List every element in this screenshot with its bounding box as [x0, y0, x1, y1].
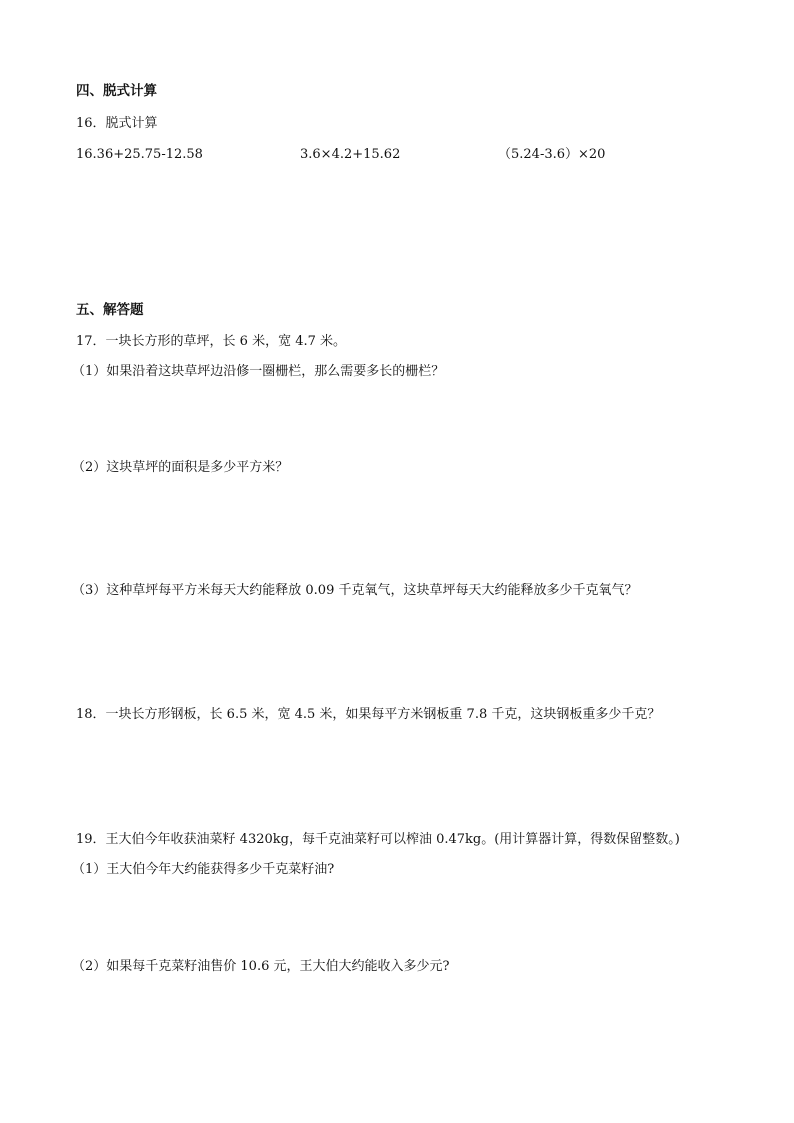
question-16-expression-3: （5.24-3.6）×20 [498, 147, 606, 162]
question-18-stem: 18．一块长方形钢板，长 6.5 米，宽 4.5 米，如果每平方米钢板重 7.8 千克，这块钢板重多少千克？ [76, 707, 661, 722]
question-17-stem: 17．一块长方形的草坪，长 6 米，宽 4.7 米。 [76, 334, 347, 349]
question-17-part-1: （1）如果沿着这块草坪边沿修一圈栅栏，那么需要多长的栅栏？ [72, 364, 445, 379]
question-16-title: 16．脱式计算 [76, 116, 158, 131]
question-16-expression-1: 16.36+25.75-12.58 [76, 147, 203, 162]
question-19-stem: 19．王大伯今年收获油菜籽 4320kg，每千克油菜籽可以榨油 0.47kg。(用计算器计算，得数保留整数。) [76, 832, 680, 847]
question-19-part-1: （1）王大伯今年大约能获得多少千克菜籽油? [72, 862, 335, 877]
section-4-heading: 四、脱式计算 [76, 83, 157, 99]
question-17-part-2: （2）这块草坪的面积是多少平方米？ [72, 460, 289, 475]
question-17-part-3: （3）这种草坪每平方米每天大约能释放 0.09 千克氧气，这块草坪每天大约能释放多少千克氧气？ [72, 583, 638, 598]
section-5-heading: 五、解答题 [76, 302, 144, 318]
question-19-part-2: （2）如果每千克菜籽油售价 10.6 元，王大伯大约能收入多少元? [72, 959, 450, 974]
question-16-expression-2: 3.6×4.2+15.62 [300, 147, 401, 162]
